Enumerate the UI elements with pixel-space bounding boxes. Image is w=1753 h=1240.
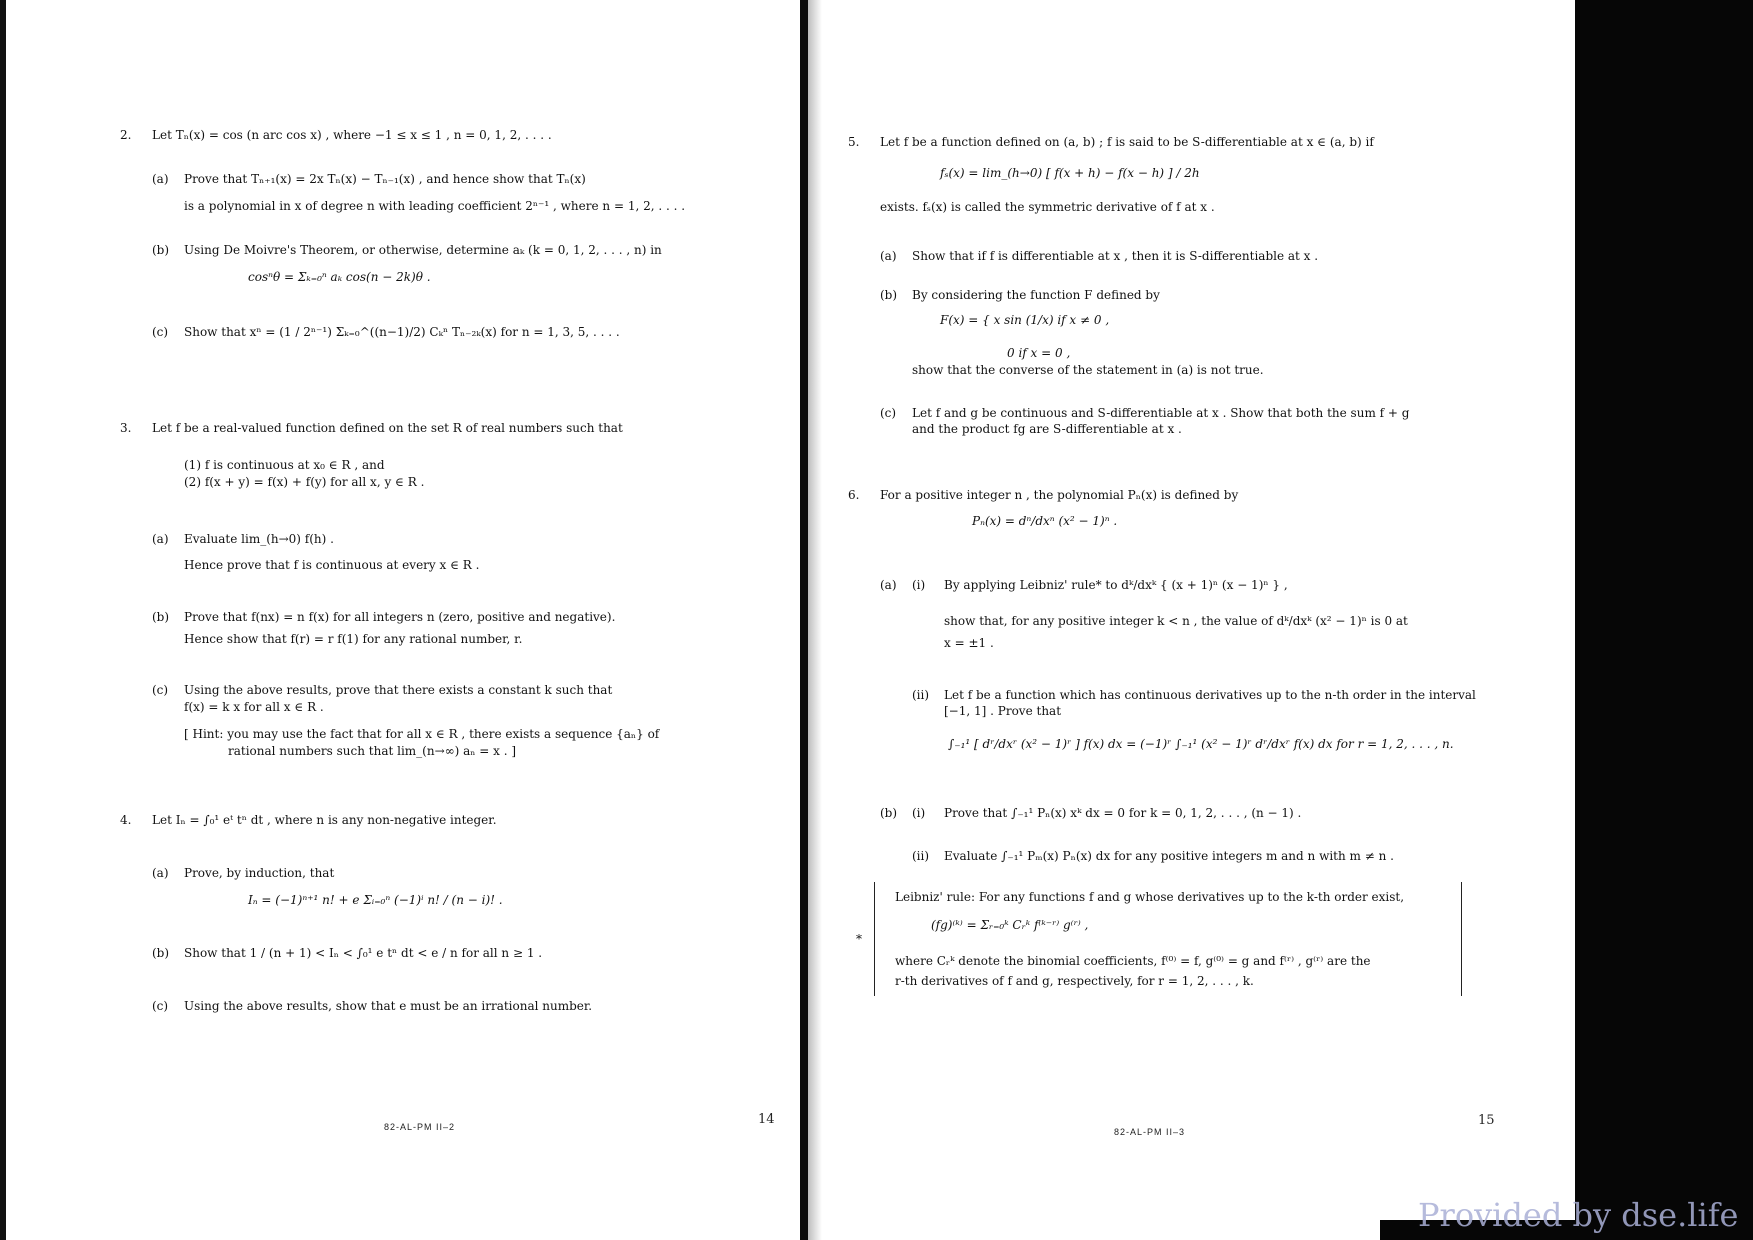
footnote-line-2: where Cᵣᵏ denote the binomial coefficients, f⁽⁰⁾ = f, g⁽⁰⁾ = g and f⁽ʳ⁾ , g⁽ʳ⁾ are the [895,954,1371,968]
part-label: (c) [152,999,169,1013]
question-number: 2. [120,128,132,142]
q5a-line: Show that if f is differentiable at x , then it is S-differentiable at x . [912,249,1319,263]
q5b-case-2: 0 if x = 0 , [1007,346,1071,360]
part-label: (b) [880,288,898,302]
subpart-label: (ii) [912,849,930,863]
footnote-star: * [856,932,862,946]
q5-formula: fₛ(x) = lim_(h→0) [ f(x + h) − f(x − h) ] / 2h [940,166,1200,180]
q2c-line: Show that xⁿ = (1 / 2ⁿ⁻¹) Σₖ₌₀^((n−1)/2) Cₖⁿ Tₙ₋₂ₖ(x) for n = 1, 3, 5, . . . . [184,325,620,339]
question-5-stem: Let f be a function defined on (a, b) ; f is said to be S-differentiable at x ∈ (a, b) if [880,135,1374,149]
page-footer-code: 82-AL-PM II–3 [1114,1127,1186,1137]
subpart-label: (i) [912,806,926,820]
question-3-stem: Let f be a real-valued function defined on the set R of real numbers such that [152,421,623,435]
q6bi-line: Prove that ∫₋₁¹ Pₙ(x) xᵏ dx = 0 for k = 0, 1, 2, . . . , (n − 1) . [944,806,1302,820]
q6ai-line-2: show that, for any positive integer k < n , the value of dᵏ/dxᵏ (x² − 1)ⁿ is 0 at [944,614,1408,628]
question-number: 6. [848,488,860,502]
part-label: (a) [152,866,169,880]
question-number: 5. [848,135,860,149]
q4b-line: Show that 1 / (n + 1) < Iₙ < ∫₀¹ e tⁿ dt < e / n for all n ≥ 1 . [184,946,543,960]
question-6-stem: For a positive integer n , the polynomial Pₙ(x) is defined by [880,488,1239,502]
center-gutter [800,0,808,1240]
part-label: (b) [880,806,898,820]
footnote-line-3: r-th derivatives of f and g, respectively, for r = 1, 2, . . . , k. [895,974,1254,988]
q3c-line-1: Using the above results, prove that there exists a constant k such that [184,683,613,697]
q5c-line-2: and the product fg are S-differentiable at x . [912,422,1182,436]
q2a-line-1: Prove that Tₙ₊₁(x) = 2x Tₙ(x) − Tₙ₋₁(x) , and hence show that Tₙ(x) [184,172,586,186]
part-label: (b) [152,243,170,257]
q4c-line: Using the above results, show that e must be an irrational number. [184,999,593,1013]
footnote-formula: (fg)⁽ᵏ⁾ = Σᵣ₌₀ᵏ Cᵣᵏ f⁽ᵏ⁻ʳ⁾ g⁽ʳ⁾ , [931,918,1089,932]
footnote-line-1: Leibniz' rule: For any functions f and g whose derivatives up to the k-th order exist, [895,890,1405,904]
question-number: 4. [120,813,132,827]
subpart-label: (i) [912,578,926,592]
left-binding-edge [0,0,6,1240]
q3-condition-2: (2) f(x + y) = f(x) + f(y) for all x, y ∈ R . [184,475,425,489]
q6ai-line-1: By applying Leibniz' rule* to dᵏ/dxᵏ { (x + 1)ⁿ (x − 1)ⁿ } , [944,578,1288,592]
subpart-label: (ii) [912,688,930,702]
q3-hint-line-1: [ Hint: you may use the fact that for all x ∈ R , there exists a sequence {aₙ} of [184,727,660,741]
q6-formula: Pₙ(x) = dⁿ/dxⁿ (x² − 1)ⁿ . [972,514,1118,528]
q6aii-line-2: [−1, 1] . Prove that [944,704,1062,718]
right-scan-edge [1575,0,1753,1240]
question-4-stem: Let Iₙ = ∫₀¹ eᵗ tⁿ dt , where n is any non-negative integer. [152,813,497,827]
part-label: (c) [880,406,897,420]
q3c-line-2: f(x) = k x for all x ∈ R . [184,700,324,714]
page-number: 14 [758,1112,775,1127]
gutter-shadow [808,0,822,1240]
q2a-line-2: is a polynomial in x of degree n with leading coefficient 2ⁿ⁻¹ , where n = 1, 2, . . . . [184,199,686,213]
q5b-case-1: F(x) = { x sin (1/x) if x ≠ 0 , [940,313,1110,327]
watermark: Provided by dse.life [1418,1196,1739,1234]
part-label: (a) [880,578,897,592]
part-label: (b) [152,610,170,624]
question-number: 3. [120,421,132,435]
q6bii-line: Evaluate ∫₋₁¹ Pₘ(x) Pₙ(x) dx for any positive integers m and n with m ≠ n . [944,849,1394,863]
q3-condition-1: (1) f is continuous at x₀ ∈ R , and [184,458,385,472]
q6aii-line-1: Let f be a function which has continuous derivatives up to the n-th order in the interval [944,688,1476,702]
q5c-line-1: Let f and g be continuous and S-differentiable at x . Show that both the sum f + g [912,406,1410,420]
q6ai-line-3: x = ±1 . [944,636,994,650]
q3b-line-2: Hence show that f(r) = r f(1) for any rational number, r. [184,632,523,646]
leibniz-footnote-box [874,882,1462,996]
part-label: (a) [152,532,169,546]
question-2-stem: Let Tₙ(x) = cos (n arc cos x) , where −1 ≤ x ≤ 1 , n = 0, 1, 2, . . . . [152,128,552,142]
page-number: 15 [1478,1113,1495,1128]
part-label: (a) [152,172,169,186]
q2b-formula: cosⁿθ = Σₖ₌₀ⁿ aₖ cos(n − 2k)θ . [248,270,431,284]
q5-exists-line: exists. fₛ(x) is called the symmetric derivative of f at x . [880,200,1215,214]
q4a-formula: Iₙ = (−1)ⁿ⁺¹ n! + e Σᵢ₌₀ⁿ (−1)ⁱ n! / (n − i)! . [248,893,503,907]
q4a-line-1: Prove, by induction, that [184,866,335,880]
q3b-line-1: Prove that f(nx) = n f(x) for all integers n (zero, positive and negative). [184,610,616,624]
page-15 [822,0,1574,1240]
q6aii-formula: ∫₋₁¹ [ dʳ/dxʳ (x² − 1)ʳ ] f(x) dx = (−1)ʳ ∫₋₁¹ (x² − 1)ʳ dʳ/dxʳ f(x) dx for r = 1, 2, . . . , n. [948,737,1454,751]
part-label: (a) [880,249,897,263]
page-14 [8,0,798,1240]
q5b-line-2: show that the converse of the statement in (a) is not true. [912,363,1264,377]
part-label: (c) [152,683,169,697]
q5b-line-1: By considering the function F defined by [912,288,1160,302]
q2b-line-1: Using De Moivre's Theorem, or otherwise, determine aₖ (k = 0, 1, 2, . . . , n) in [184,243,662,257]
part-label: (c) [152,325,169,339]
q3a-line-1: Evaluate lim_(h→0) f(h) . [184,532,334,546]
page-footer-code: 82-AL-PM II–2 [384,1122,456,1132]
part-label: (b) [152,946,170,960]
q3-hint-line-2: rational numbers such that lim_(n→∞) aₙ = x . ] [228,744,517,758]
q3a-line-2: Hence prove that f is continuous at every x ∈ R . [184,558,480,572]
